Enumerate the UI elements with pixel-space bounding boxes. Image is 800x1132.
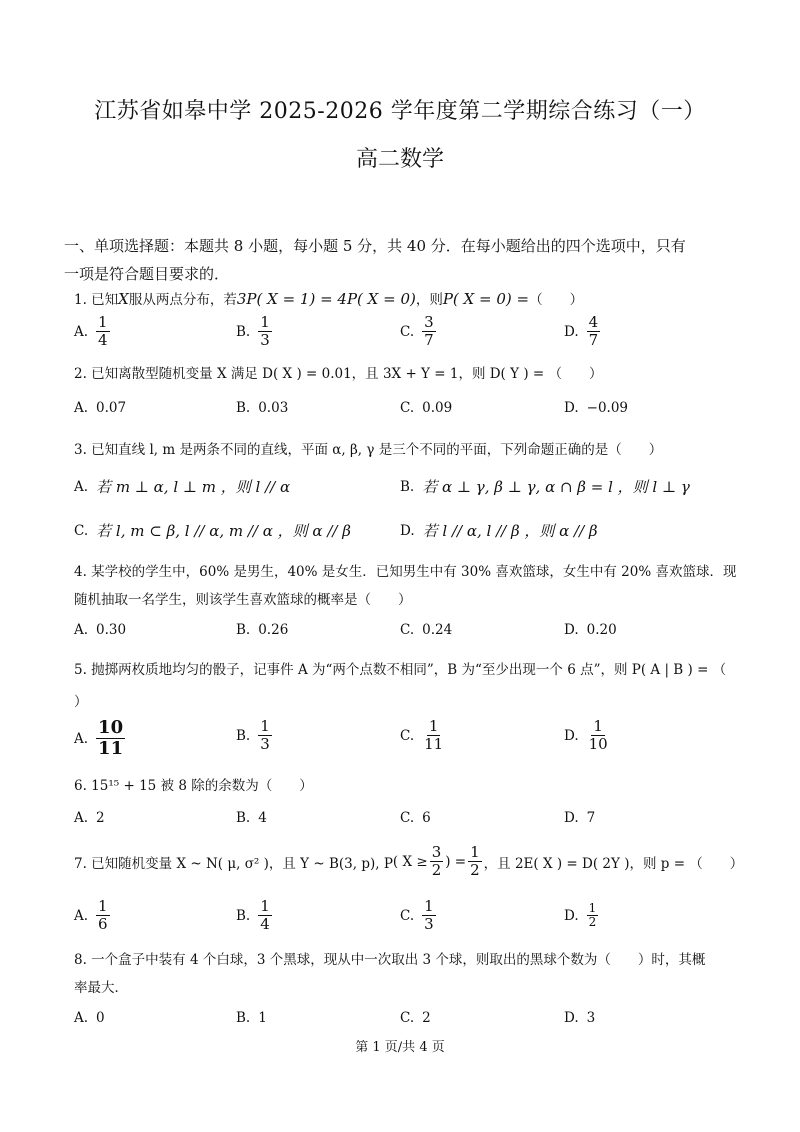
option-label: A. — [74, 1010, 89, 1026]
frac-num: 1 — [260, 897, 270, 915]
option-text: 0.07 — [96, 400, 127, 416]
option-text: 3 — [586, 1010, 596, 1026]
option-text: 若 l, m ⊂ β, l // α, m // α ，则 α // β — [96, 522, 351, 540]
q3-option-a — [74, 476, 290, 497]
option-text: 若 l // α, l // β ，则 α // β — [422, 522, 598, 540]
q5-option-b — [236, 718, 272, 753]
q3-option-b — [400, 476, 690, 497]
option-label: B. — [236, 400, 251, 416]
q1-formula: 3P( X = 1) = 4P( X = 0) — [236, 290, 416, 308]
frac-num: 1 — [428, 717, 439, 735]
frac-den: 2 — [470, 861, 480, 879]
q5-option-d — [564, 718, 610, 753]
frac-den: 10 — [588, 735, 608, 753]
frac-den: 3 — [260, 735, 270, 753]
option-text: 7 — [586, 810, 596, 826]
frac-num: 1 — [588, 901, 597, 915]
option-label: C. — [400, 810, 415, 826]
frac-den: 7 — [588, 331, 599, 349]
frac-den: 3 — [260, 331, 270, 349]
q1-stem-a: 1. 已知 — [74, 292, 119, 308]
option-label: A. — [74, 323, 89, 340]
option-label: C. — [400, 400, 415, 416]
option-label: C. — [400, 907, 415, 924]
page-footer: 第 1 页/共 4 页 — [355, 1040, 445, 1055]
q6-option-d — [564, 810, 595, 826]
option-text: 4 — [258, 810, 267, 826]
q3-option-c — [74, 520, 351, 541]
frac-den: 7 — [424, 331, 434, 349]
frac-num: 3 — [424, 313, 434, 331]
q1-formula2: P( X = 0) = — [442, 290, 530, 308]
q2-option-c — [400, 400, 452, 416]
q2-option-a — [74, 400, 126, 416]
q7-stem-d: ，且 2E( X ) = D( 2Y )，则 p = （ ） — [483, 855, 744, 872]
frac-den: 6 — [98, 915, 108, 933]
option-text: 0.03 — [258, 400, 289, 416]
option-label: A. — [74, 400, 89, 416]
section-heading-line2: 一项是符合题目要求的． — [64, 265, 230, 283]
frac-den: 3 — [424, 915, 434, 933]
question-5-stem-line2: ） — [74, 694, 88, 710]
option-text: 0 — [96, 1010, 105, 1026]
q2-option-b — [236, 400, 288, 416]
q4-option-d — [564, 622, 617, 638]
option-label: B. — [236, 907, 251, 924]
option-label: A. — [74, 730, 89, 747]
q1-var: X — [118, 290, 129, 308]
q7-option-a — [74, 898, 110, 933]
q1-stem-d: （ ） — [529, 292, 584, 308]
option-label: D. — [400, 522, 415, 539]
question-5-stem-line1: 5. 抛掷两枚质地均匀的骰子，记事件 A 为“两个点数不相同”，B 为“至少出现一个 6 点”，则 P( A | B ) = （ — [74, 662, 727, 678]
q1-stem-b: 服从两点分布，若 — [128, 292, 237, 308]
frac-num: 10 — [98, 717, 124, 738]
frac-num: 1 — [98, 897, 108, 915]
q5-option-a — [74, 718, 125, 759]
frac-den: 11 — [424, 735, 444, 753]
option-label: D. — [564, 727, 579, 744]
q1-option-b — [236, 314, 272, 349]
q7-stem-c: ) = — [445, 853, 467, 870]
frac-num: 1 — [260, 717, 270, 735]
frac-den: 4 — [98, 331, 108, 349]
q1-option-d — [564, 314, 600, 349]
option-text: 若 α ⊥ γ, β ⊥ γ, α ∩ β = l ，则 l ⊥ γ — [422, 478, 690, 496]
option-text: 6 — [422, 810, 431, 826]
q6-option-a — [74, 810, 105, 826]
option-label: D. — [564, 400, 579, 416]
option-text: 0.09 — [422, 400, 453, 416]
frac-den: 2 — [431, 861, 442, 879]
option-label: B. — [236, 622, 251, 638]
question-8-stem-line1: 8. 一个盒子中装有 4 个白球，3 个黑球，现从中一次取出 3 个球，则取出的黑球个数为（ ）时，其概 — [74, 952, 706, 968]
option-label: C. — [400, 1010, 415, 1026]
option-label: C. — [400, 622, 415, 638]
option-label: D. — [564, 1010, 579, 1026]
question-6-stem: 6. 15¹⁵ + 15 被 8 除的余数为（ ） — [74, 778, 313, 794]
q6-option-b — [236, 810, 267, 826]
frac-den: 11 — [98, 738, 124, 759]
q7-option-b — [236, 898, 272, 933]
q7-stem-a: 7. 已知随机变量 X ~ N( μ, σ² )，且 Y ~ B(3, p), P — [74, 855, 393, 872]
q6-option-c — [400, 810, 431, 826]
q1-option-c — [400, 314, 436, 349]
option-label: D. — [564, 810, 579, 826]
option-label: B. — [236, 323, 251, 340]
q2-option-d — [564, 400, 628, 416]
option-label: A. — [74, 907, 89, 924]
option-text: 0.24 — [422, 622, 453, 638]
page-title: 江苏省如皋中学 2025-2026 学年度第二学期综合练习（一） — [94, 99, 706, 124]
option-text: 1 — [258, 1010, 267, 1026]
option-label: B. — [236, 810, 251, 826]
option-label: A. — [74, 478, 89, 495]
question-4-stem-line2: 随机抽取一名学生，则该学生喜欢篮球的概率是（ ） — [74, 592, 412, 608]
q8-option-c — [400, 1010, 431, 1026]
q4-option-b — [236, 622, 288, 638]
q3-option-d — [400, 520, 598, 541]
frac-num: 4 — [588, 313, 599, 331]
option-label: A. — [74, 622, 89, 638]
option-text: 0.26 — [258, 622, 289, 638]
option-label: D. — [564, 622, 579, 638]
question-8-stem-line2: 率最大． — [74, 980, 128, 996]
page-subtitle: 高二数学 — [355, 147, 444, 172]
option-label: D. — [564, 323, 579, 340]
q4-option-c — [400, 622, 452, 638]
option-text: 0.30 — [96, 622, 127, 638]
option-text: −0.09 — [586, 400, 629, 416]
option-label: B. — [236, 727, 251, 744]
option-label: C. — [74, 522, 89, 539]
q7-option-d — [564, 902, 598, 929]
q8-option-d — [564, 1010, 595, 1026]
option-label: B. — [400, 478, 415, 495]
option-text: 若 m ⊥ α, l ⊥ m ，则 l // α — [96, 478, 291, 496]
frac-den: 2 — [588, 915, 597, 929]
q5-option-c — [400, 718, 445, 753]
frac-num: 1 — [593, 717, 603, 735]
option-label: C. — [400, 727, 415, 744]
q4-option-a — [74, 622, 126, 638]
question-2-stem: 2. 已知离散型随机变量 X 满足 D( X ) = 0.01，且 3X + Y = 1，则 D( Y ) = （ ） — [74, 366, 603, 382]
q7-option-c — [400, 898, 436, 933]
section-heading-line1: 一、单项选择题：本题共 8 小题，每小题 5 分，共 40 分．在每小题给出的四个选项中，只有 — [64, 237, 686, 255]
frac-den: 4 — [260, 915, 270, 933]
frac-num: 1 — [98, 313, 108, 331]
frac-num: 1 — [470, 843, 480, 861]
option-label: D. — [564, 907, 579, 924]
option-label: C. — [400, 323, 415, 340]
option-text: 0.20 — [586, 622, 617, 638]
question-1-stem — [74, 288, 754, 308]
q1-stem-c: ，则 — [415, 292, 443, 308]
option-label: A. — [74, 810, 89, 826]
q8-option-a — [74, 1010, 105, 1026]
q1-option-a — [74, 314, 110, 349]
option-label: B. — [236, 1010, 251, 1026]
q8-option-b — [236, 1010, 267, 1026]
question-3-stem: 3. 已知直线 l, m 是两条不同的直线，平面 α, β, γ 是三个不同的平面，下列命题正确的是（ ） — [74, 442, 663, 458]
q7-stem-b: ( X ≥ — [392, 853, 428, 870]
question-4-stem-line1: 4. 某学校的学生中，60% 是男生，40% 是女生．已知男生中有 30% 喜欢篮球，女生中有 20% 喜欢篮球．现 — [74, 564, 737, 580]
option-text: 2 — [422, 1010, 431, 1026]
frac-num: 1 — [424, 897, 434, 915]
frac-num: 1 — [260, 313, 270, 331]
option-text: 2 — [96, 810, 105, 826]
question-7-stem — [74, 844, 754, 879]
frac-num: 3 — [431, 843, 442, 861]
